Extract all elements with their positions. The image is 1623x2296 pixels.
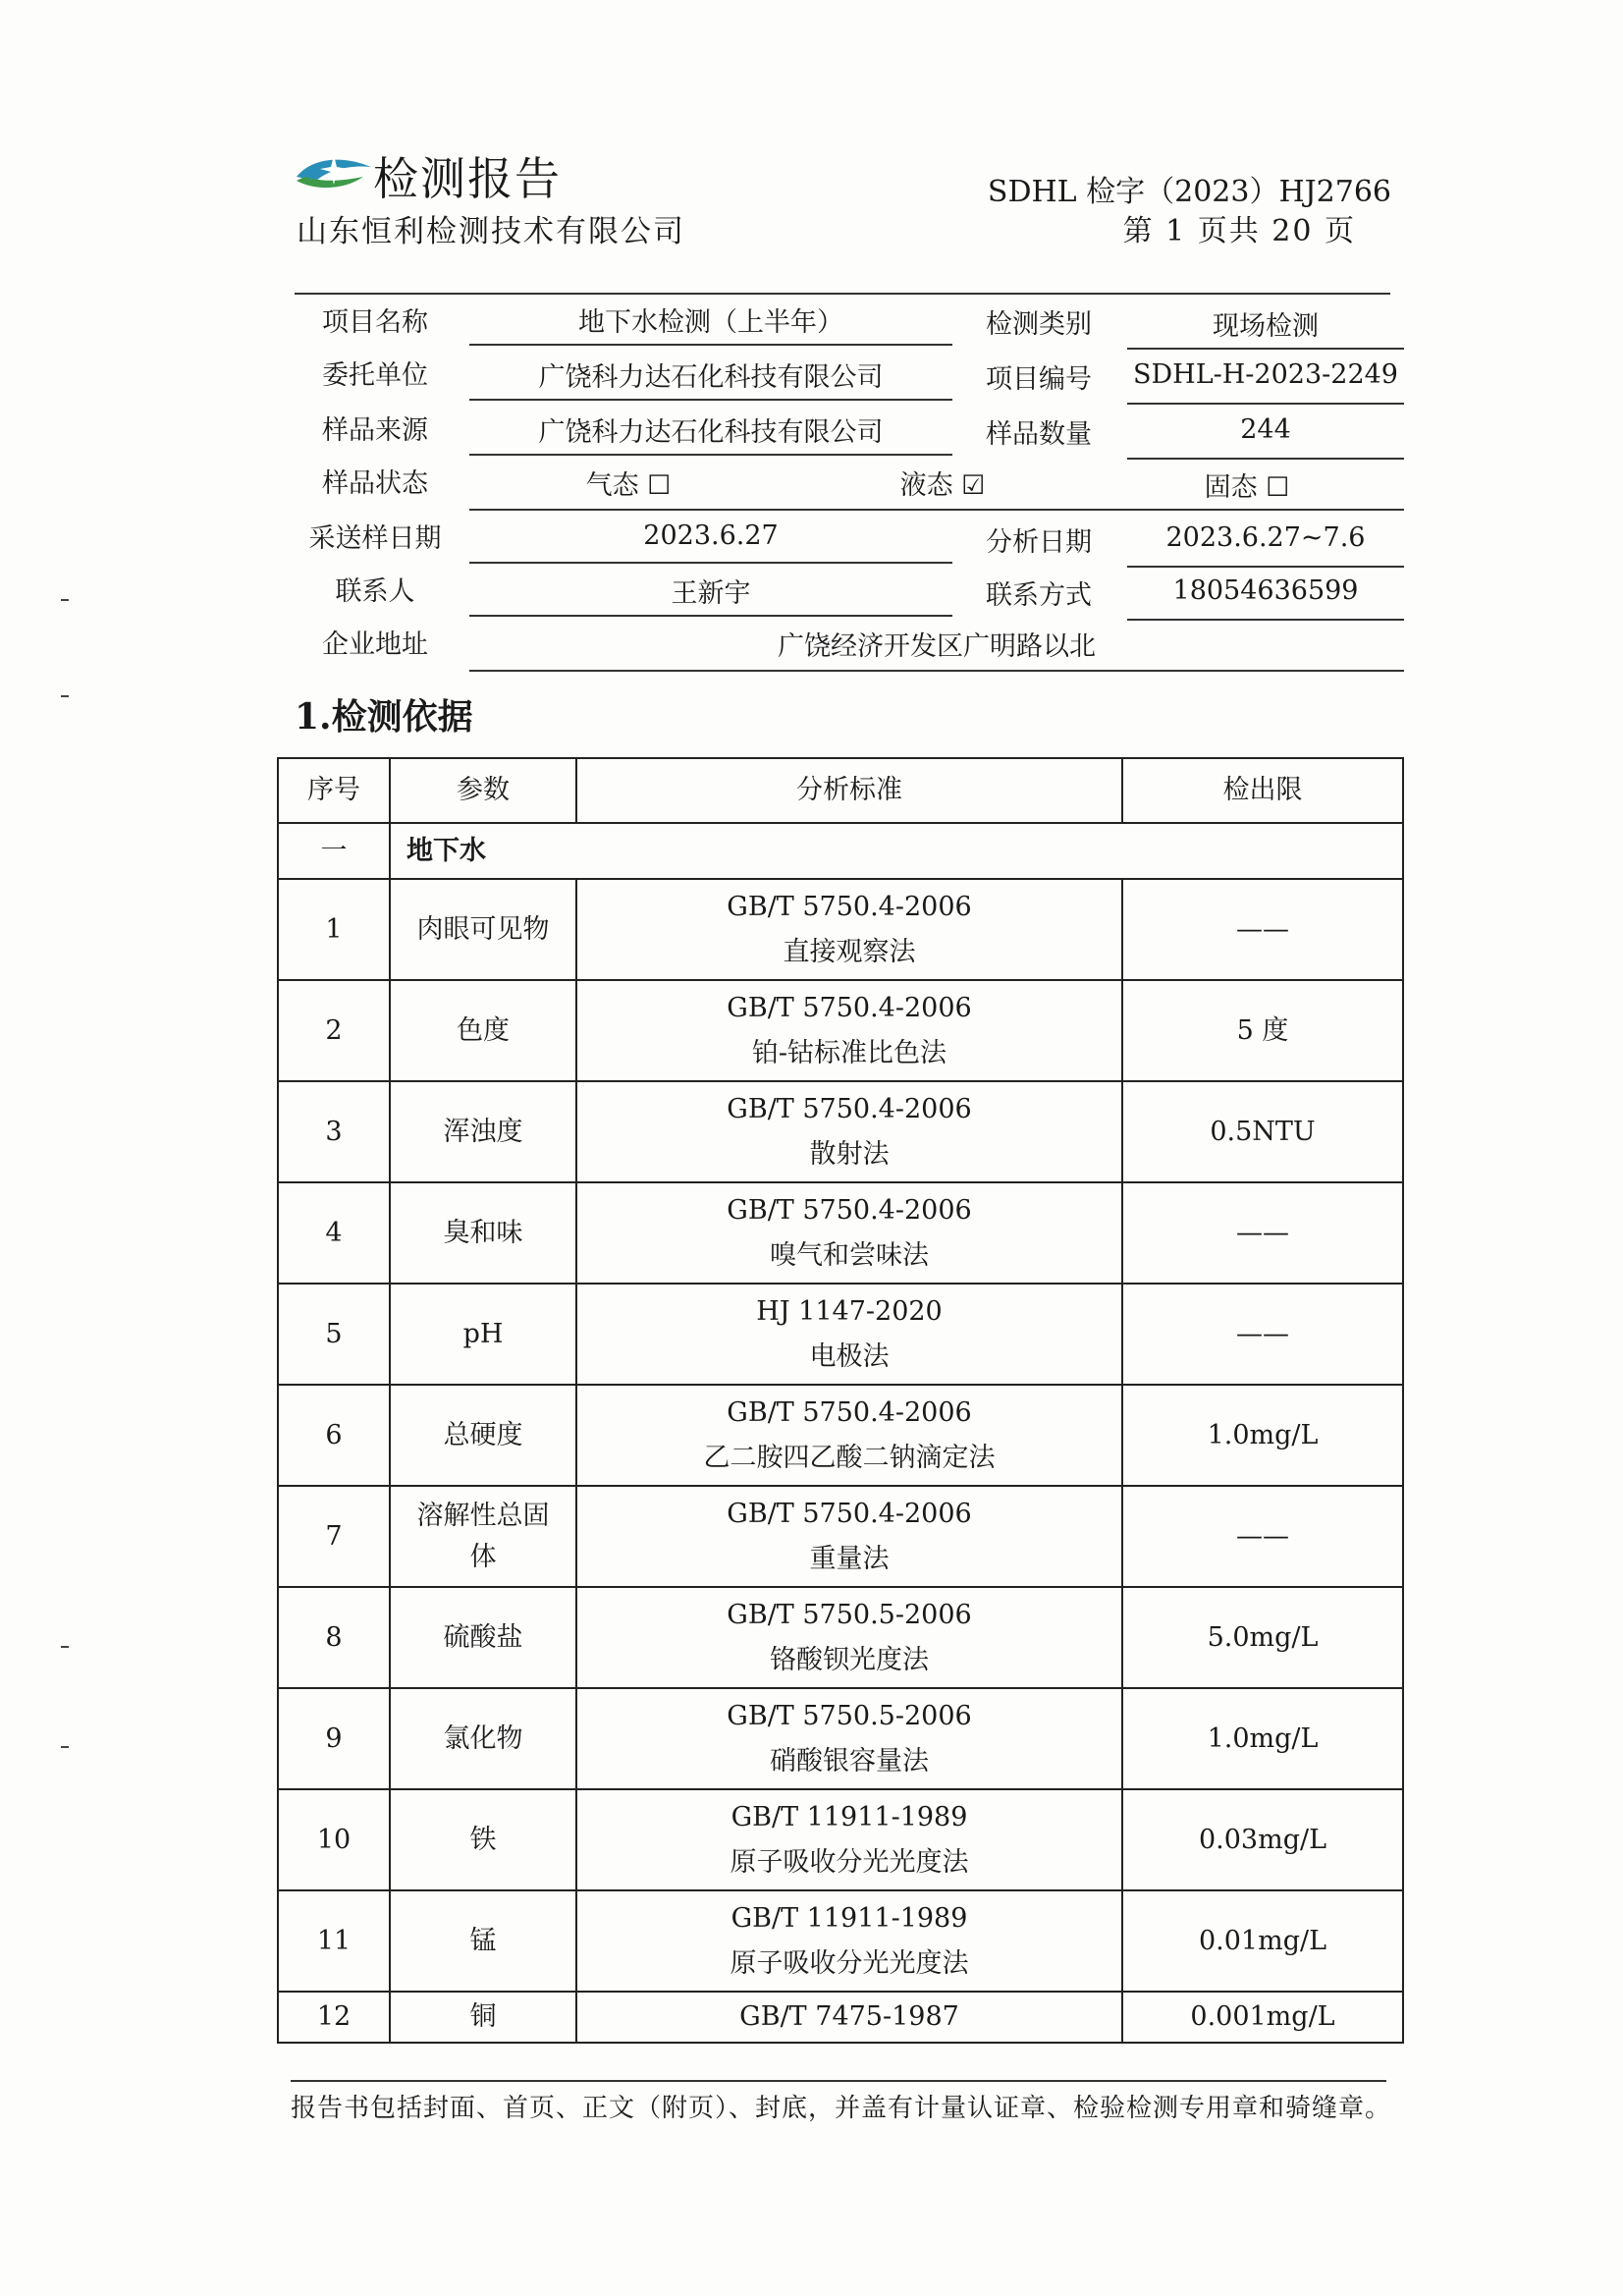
standard-method: 硝酸银容量法 [770,1745,929,1777]
row-no: 8 [278,1587,390,1688]
margin-mark [61,1746,69,1748]
row-no: 1 [278,879,390,980]
row-limit: —— [1122,1284,1403,1385]
row-limit: 1.0mg/L [1122,1385,1403,1486]
standard-method: 原子吸收分光光度法 [730,1846,969,1878]
header-divider [295,293,1390,295]
row-no: 2 [278,980,390,1081]
standard-method: 乙二胺四乙酸二钠滴定法 [703,1442,996,1473]
underline [1127,348,1404,350]
standard-method: 直接观察法 [783,936,916,967]
row-standard [576,1688,1122,1789]
row-limit: —— [1122,1486,1403,1587]
page-info: 第 1 页共 20 页 [1122,214,1356,248]
value-contact-phone: 18054636599 [1172,575,1359,606]
row-no: 3 [278,1081,390,1182]
table-row [278,879,1403,980]
standard-method: 原子吸收分光光度法 [730,1947,969,1979]
table-row [278,1486,1403,1587]
row-no: 7 [278,1486,390,1587]
row-standard [576,879,1122,980]
row-param: 浑浊度 [390,1081,576,1182]
margin-mark [61,599,69,601]
underline [1127,403,1404,405]
value-test-type: 现场检测 [1213,311,1319,342]
row-no: 6 [278,1385,390,1486]
value-project-name: 地下水检测（上半年） [578,307,843,338]
underline [1127,458,1404,460]
row-no: 4 [278,1182,390,1284]
row-no: 9 [278,1688,390,1789]
underline [1127,566,1404,568]
standard-method: 铂-钴标准比色法 [751,1037,947,1068]
label-client: 委托单位 [322,360,428,391]
row-limit: 5 度 [1122,980,1403,1081]
table-row [278,980,1403,1081]
label-address: 企业地址 [322,629,428,660]
underline [469,562,952,564]
report-number: SDHL 检字（2023）HJ2766 [987,175,1391,209]
report-title: 检测报告 [373,152,562,205]
standard-code: GB/T 5750.4-2006 [727,1498,972,1529]
value-sample-source: 广饶科力达石化科技有限公司 [538,417,884,448]
standard-method: 嗅气和尝味法 [770,1239,929,1271]
label-analysis-date: 分析日期 [986,527,1092,558]
row-param: 溶解性总固体 [390,1486,576,1587]
row-limit: 0.001mg/L [1122,1992,1403,2043]
row-limit: 5.0mg/L [1122,1587,1403,1688]
state-solid: 固态 ☐ [1204,472,1290,503]
table-row [278,1081,1403,1182]
standard-method: 散射法 [809,1138,890,1170]
value-project-no: SDHL-H-2023-2249 [1133,359,1398,390]
standards-table [277,757,1404,2044]
table-row [278,1992,1403,2043]
row-no: 10 [278,1789,390,1890]
footer-note: 报告书包括封面、首页、正文（附页）、封底，并盖有计量认证章、检验检测专用章和骑缝章。 [291,2094,1392,2123]
value-address: 广饶经济开发区广明路以北 [778,631,1096,662]
margin-mark [61,1646,69,1648]
standard-code: GB/T 5750.4-2006 [727,992,972,1023]
header-limit: 检出限 [1122,758,1403,823]
standard-code: GB/T 7475-1987 [739,2001,959,2032]
standard-method: 铬酸钡光度法 [770,1644,929,1675]
label-contact-phone: 联系方式 [986,580,1092,611]
standard-method: 电极法 [809,1340,890,1372]
category-no: 一 [278,823,390,879]
row-param: 铁 [390,1789,576,1890]
row-param: 总硬度 [390,1385,576,1486]
row-limit: 0.03mg/L [1122,1789,1403,1890]
company-logo-icon [295,147,373,194]
underline [469,509,1404,511]
underline [469,615,952,617]
table-header-row [278,758,1403,823]
row-limit: —— [1122,1182,1403,1284]
label-project-no: 项目编号 [986,364,1092,395]
value-client: 广饶科力达石化科技有限公司 [538,362,884,393]
row-limit: 1.0mg/L [1122,1688,1403,1789]
row-standard [576,1486,1122,1587]
margin-mark [61,695,69,697]
standard-code: GB/T 11911-1989 [730,1801,968,1832]
label-contact: 联系人 [335,576,415,607]
underline [469,670,1404,672]
row-no: 11 [278,1890,390,1992]
row-param: 锰 [390,1890,576,1992]
standard-method: 重量法 [809,1543,890,1574]
underline [1127,619,1404,621]
row-limit: 0.5NTU [1122,1081,1403,1182]
value-analysis-date: 2023.6.27~7.6 [1165,522,1366,553]
value-sample-count: 244 [1240,414,1291,445]
table-row [278,1890,1403,1992]
row-standard [576,1890,1122,1992]
footer-divider [291,2080,1386,2082]
value-contact: 王新宇 [671,578,751,609]
standard-code: GB/T 5750.4-2006 [727,1396,972,1428]
category-row [278,823,1403,879]
section-title: 1.检测依据 [295,696,473,738]
underline [469,454,952,456]
header-standard: 分析标准 [576,758,1122,823]
label-sample-source: 样品来源 [322,415,428,446]
row-standard [576,980,1122,1081]
standard-code: GB/T 5750.4-2006 [727,1194,972,1226]
label-sample-state: 样品状态 [322,468,428,499]
row-standard [576,1182,1122,1284]
underline [469,399,952,401]
company-name: 山东恒利检测技术有限公司 [297,214,685,249]
row-limit: 0.01mg/L [1122,1890,1403,1992]
row-param: 氯化物 [390,1688,576,1789]
table-row [278,1182,1403,1284]
row-param: 色度 [390,980,576,1081]
header-param: 参数 [390,758,576,823]
row-param: 铜 [390,1992,576,2043]
label-test-type: 检测类别 [986,309,1092,340]
row-standard [576,1587,1122,1688]
row-standard [576,1992,1122,2043]
label-project-name: 项目名称 [322,307,428,338]
row-param: 硫酸盐 [390,1587,576,1688]
standard-code: GB/T 5750.5-2006 [727,1599,972,1630]
row-limit: —— [1122,879,1403,980]
row-no: 5 [278,1284,390,1385]
standard-code: GB/T 5750.4-2006 [727,1093,972,1124]
table-row [278,1587,1403,1688]
row-standard [576,1385,1122,1486]
table-row [278,1385,1403,1486]
value-sampling-date: 2023.6.27 [643,520,779,551]
row-standard [576,1081,1122,1182]
label-sampling-date: 采送样日期 [308,523,442,554]
table-row [278,1789,1403,1890]
row-no: 12 [278,1992,390,2043]
row-standard [576,1789,1122,1890]
standard-code: HJ 1147-2020 [756,1295,943,1327]
state-gas: 气态 ☐ [585,470,672,501]
label-sample-count: 样品数量 [986,419,1092,450]
table-row [278,1688,1403,1789]
standard-code: GB/T 11911-1989 [730,1902,968,1934]
underline [469,344,952,346]
row-param: 臭和味 [390,1182,576,1284]
state-liquid: 液态 ☑ [899,470,986,501]
header-no: 序号 [278,758,390,823]
row-param: pH [390,1284,576,1385]
standard-code: GB/T 5750.4-2006 [727,891,972,922]
row-param: 肉眼可见物 [390,879,576,980]
standard-code: GB/T 5750.5-2006 [727,1700,972,1731]
table-row [278,1284,1403,1385]
row-standard [576,1284,1122,1385]
category-name: 地下水 [390,823,1403,879]
